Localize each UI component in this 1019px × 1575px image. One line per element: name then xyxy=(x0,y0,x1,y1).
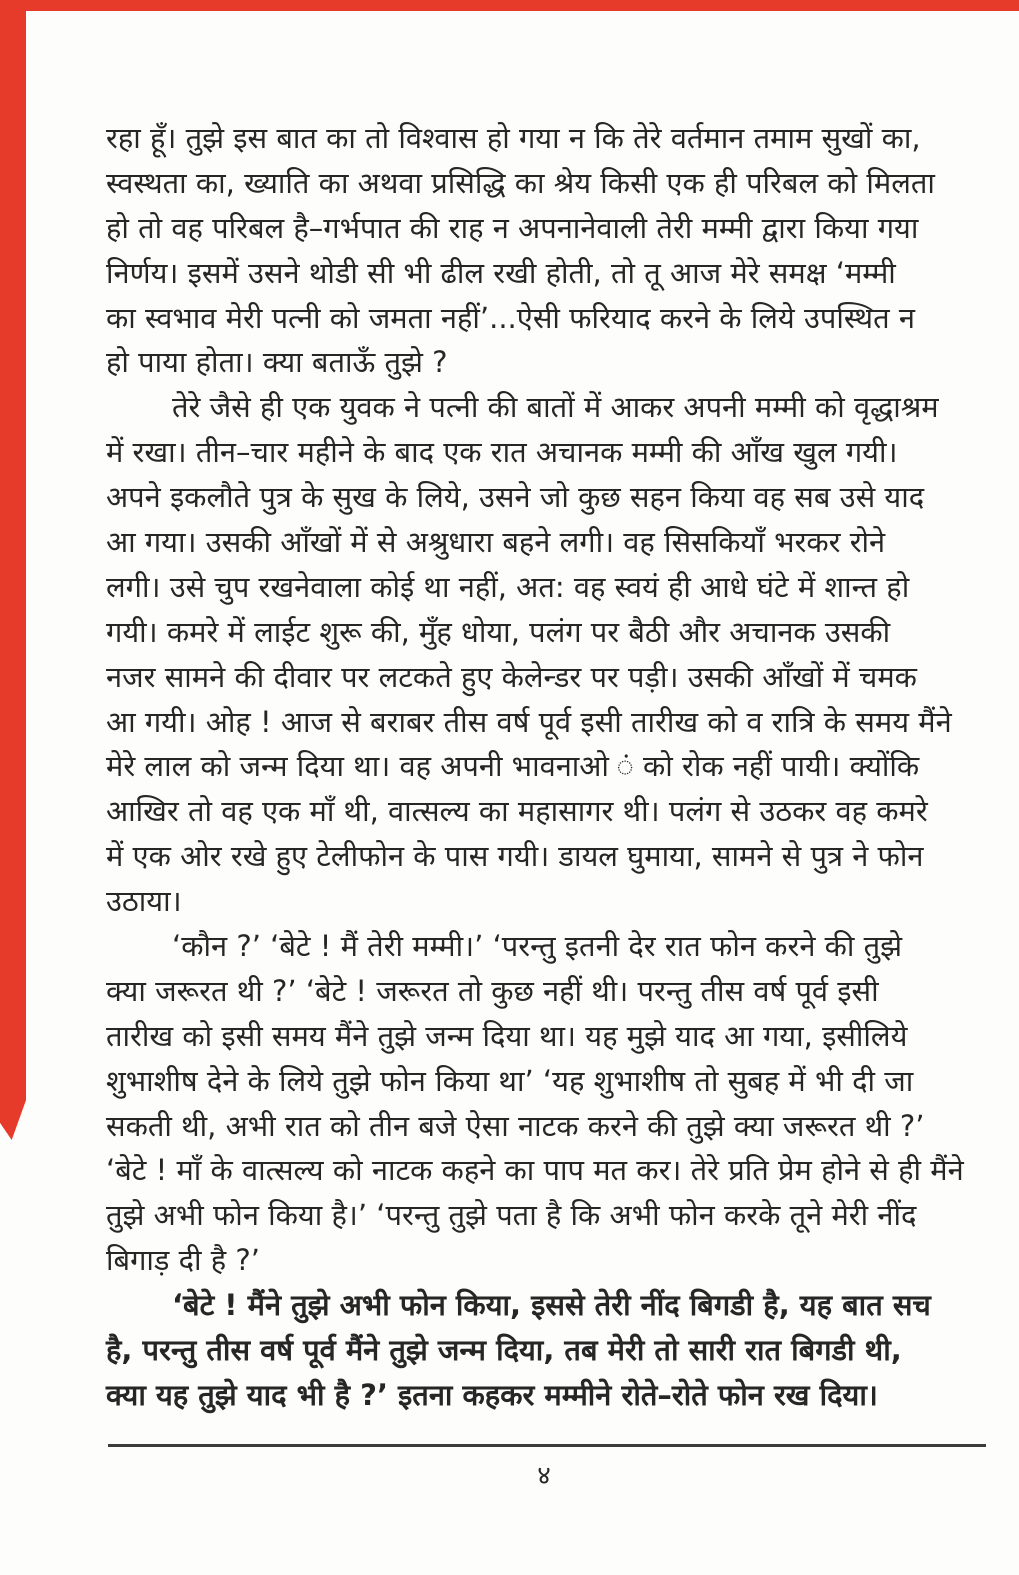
red-page-edge-top xyxy=(0,0,1019,11)
text-line: आ गयी। ओह ! आज से बराबर तीस वर्ष पूर्व इसी तारीख को व रात्रि के समय मैंने xyxy=(106,704,952,739)
text-line: लगी। उसे चुप रखनेवाला कोई था नहीं, अत: वह स्वयं ही आधे घंटे में शान्त हो xyxy=(106,569,910,604)
red-page-edge-left xyxy=(0,0,26,1140)
text-line: में रखा। तीन–चार महीने के बाद एक रात अचानक मम्मी की आँख खुल गयी। xyxy=(106,435,898,470)
text-line: नजर सामने की दीवार पर लटकते हुए केलेन्डर पर पड़ी। उसकी आँखों में चमक xyxy=(106,659,917,694)
text-line: मेरे लाल को जन्म दिया था। वह अपनी भावनाओ ं को रोक नहीं पायी। क्योंकि xyxy=(106,749,920,784)
text-line: तुझे अभी फोन किया है।’ ‘परन्तु तुझे पता है कि अभी फोन करके तूने मेरी नींद xyxy=(106,1198,917,1233)
text-line: तारीख को इसी समय मैंने तुझे जन्म दिया था। यह मुझे याद आ गया, इसीलिये xyxy=(106,1018,908,1053)
text-line: निर्णय। इसमें उसने थोडी सी भी ढील रखी होती, तो तू आज मेरे समक्ष ‘मम्मी xyxy=(106,255,896,290)
text-line: शुभाशीष देने के लिये तुझे फोन किया था’ ‘यह शुभाशीष तो सुबह में भी दी जा xyxy=(106,1063,914,1098)
text-line: हो तो वह परिबल है–गर्भपात की राह न अपनानेवाली तेरी मम्मी द्वारा किया गया xyxy=(106,210,919,245)
text-line: हो पाया होता। क्या बताऊँ तुझे ? xyxy=(106,345,448,380)
text-block xyxy=(106,116,982,1418)
text-line: स्वस्थता का, ख्याति का अथवा प्रसिद्धि का श्रेय किसी एक ही परिबल को मिलता xyxy=(106,165,935,200)
page-number: ४ xyxy=(537,1461,551,1491)
text-line: अपने इकलौते पुत्र के सुख के लिये, उसने जो कुछ सहन किया वह सब उसे याद xyxy=(106,480,925,515)
text-line: बिगाड़ दी है ?’ xyxy=(106,1243,260,1278)
text-line: तेरे जैसे ही एक युवक ने पत्नी की बातों में आकर अपनी मम्मी को वृद्धाश्रम xyxy=(172,390,939,425)
text-line: रहा हूँ। तुझे इस बात का तो विश्वास हो गया न कि तेरे वर्तमान तमाम सुखों का, xyxy=(106,121,921,155)
text-line: का स्वभाव मेरी पत्नी को जमता नहीं’...ऐसी फरियाद करने के लिये उपस्थित न xyxy=(106,300,915,335)
text-line: क्या जरूरत थी ?’ ‘बेटे ! जरूरत तो कुछ नहीं थी। परन्तु तीस वर्ष पूर्व इसी xyxy=(106,973,879,1008)
footer-rule xyxy=(108,1444,986,1447)
text-line: आ गया। उसकी आँखों में से अश्रुधारा बहने लगी। वह सिसकियाँ भरकर रोने xyxy=(106,525,886,560)
text-line: गयी। कमरे में लाईट शुरू की, मुँह धोया, पलंग पर बैठी और अचानक उसकी xyxy=(106,614,891,649)
text-line: में एक ओर रखे हुए टेलीफोन के पास गयी। डायल घुमाया, सामने से पुत्र ने फोन xyxy=(106,839,924,874)
text-line: आखिर तो वह एक माँ थी, वात्सल्य का महासागर थी। पलंग से उठकर वह कमरे xyxy=(106,794,928,829)
text-line: है, परन्तु तीस वर्ष पूर्व मैंने तुझे जन्म दिया, तब मेरी तो सारी रात बिगडी थी, xyxy=(106,1333,902,1368)
text-line: ‘कौन ?’ ‘बेटे ! मैं तेरी मम्मी।’ ‘परन्तु इतनी देर रात फोन करने की तुझे xyxy=(172,929,903,964)
text-line: उठाया। xyxy=(106,884,182,919)
text-line: ‘बेटे ! मैंने तुझे अभी फोन किया, इससे तेरी नींद बिगडी है, यह बात सच xyxy=(172,1288,931,1323)
text-line: क्या यह तुझे याद भी है ?’ इतना कहकर मम्मीने रोते–रोते फोन रख दिया। xyxy=(106,1377,878,1412)
text-line: ‘बेटे ! माँ के वात्सल्य को नाटक कहने का पाप मत कर। तेरे प्रति प्रेम होने से ही मैंने xyxy=(106,1153,964,1188)
text-line: सकती थी, अभी रात को तीन बजे ऐसा नाटक करने की तुझे क्या जरूरत थी ?’ xyxy=(106,1108,925,1143)
